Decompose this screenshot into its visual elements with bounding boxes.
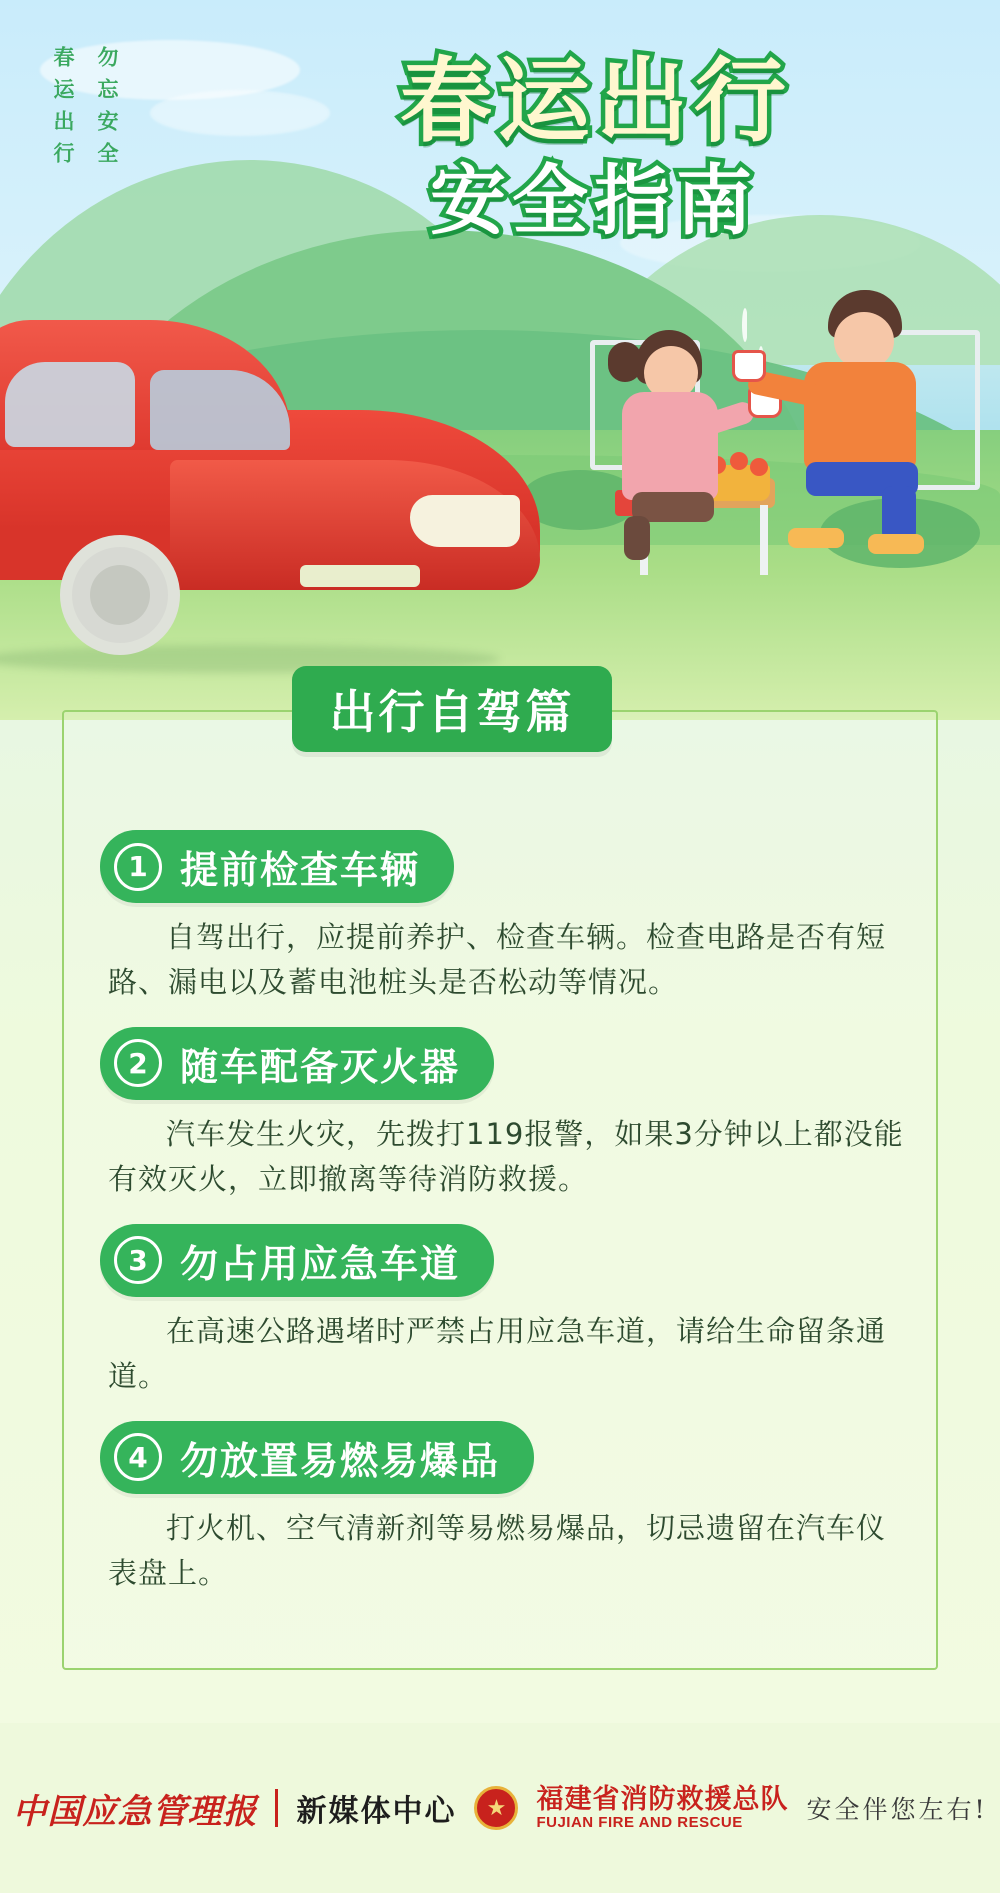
car-window bbox=[5, 362, 135, 447]
divider bbox=[275, 1789, 278, 1827]
fujian-fire-en: FUJIAN FIRE AND RESCUE bbox=[536, 1813, 743, 1831]
tip-header bbox=[100, 830, 454, 903]
ponytail-shape bbox=[608, 342, 642, 382]
publisher-logo-text: 中国应急管理报 bbox=[12, 1791, 258, 1832]
jacket-shape bbox=[804, 362, 916, 470]
car-window bbox=[150, 370, 290, 450]
tip-header bbox=[100, 1027, 494, 1100]
section-badge bbox=[292, 666, 612, 752]
tip-title: 提前检查车辆 bbox=[180, 848, 421, 892]
tip-header bbox=[100, 1224, 494, 1297]
hero-illustration bbox=[0, 0, 1000, 720]
leg-shape bbox=[624, 516, 650, 560]
car-roof bbox=[0, 320, 290, 450]
media-center-label: 新媒体中心 bbox=[296, 1794, 457, 1829]
footer-slogan: 安全伴您左右! bbox=[806, 1795, 988, 1824]
section-badge-label: 出行自驾篇 bbox=[329, 685, 575, 739]
side-text-right: 春运出行 bbox=[51, 46, 75, 174]
table-leg bbox=[760, 505, 768, 575]
tip-body: 打火机、空气清新剂等易燃易爆品，切忌遗留在汽车仪表盘上。 bbox=[108, 1510, 887, 1590]
tip-number: 2 bbox=[114, 1039, 162, 1087]
shoe-icon bbox=[868, 534, 924, 554]
tip-number: 4 bbox=[114, 1433, 162, 1481]
fire-emblem-icon: ★ bbox=[474, 1786, 518, 1830]
side-text-left: 勿忘安全 bbox=[95, 46, 119, 174]
list-item bbox=[100, 1224, 920, 1399]
cloud-icon bbox=[150, 90, 330, 136]
car-grill bbox=[300, 565, 420, 587]
list-item bbox=[100, 1027, 920, 1202]
fujian-fire-brand bbox=[536, 1785, 788, 1831]
page-subtitle: 安全指南 bbox=[430, 156, 758, 245]
car-illustration bbox=[0, 300, 560, 630]
cup-icon bbox=[732, 350, 766, 382]
tip-body: 在高速公路遇堵时严禁占用应急车道，请给生命留条通道。 bbox=[108, 1313, 887, 1393]
page-title: 春运出行 bbox=[400, 48, 793, 155]
fujian-fire-cn: 福建省消防救援总队 bbox=[536, 1783, 789, 1815]
steam-icon bbox=[742, 308, 748, 342]
tip-body: 汽车发生火灾，先拨打119报警，如果3分钟以上都没能有效灭火，立即撤离等待消防救援。 bbox=[108, 1116, 904, 1196]
tip-title: 勿占用应急车道 bbox=[180, 1241, 461, 1286]
car-wheel bbox=[60, 535, 180, 655]
shoe-icon bbox=[788, 528, 844, 548]
person-man bbox=[790, 290, 980, 570]
vertical-side-text bbox=[48, 46, 122, 174]
car-headlight bbox=[410, 495, 520, 547]
tip-body: 自驾出行，应提前养护、检查车辆。检查电路是否有短路、漏电以及蓄电池桩头是否松动等情况。 bbox=[108, 920, 887, 999]
tip-number: 3 bbox=[114, 1236, 162, 1284]
tip-title: 勿放置易燃易爆品 bbox=[180, 1438, 501, 1483]
list-item bbox=[100, 1421, 920, 1596]
list-item bbox=[100, 830, 920, 1005]
tip-title: 随车配备灭火器 bbox=[180, 1044, 461, 1089]
tip-number: 1 bbox=[114, 843, 162, 891]
footer bbox=[0, 1723, 1000, 1893]
jacket-shape bbox=[622, 392, 718, 500]
tip-header bbox=[100, 1421, 534, 1494]
tips-list bbox=[100, 830, 920, 1618]
